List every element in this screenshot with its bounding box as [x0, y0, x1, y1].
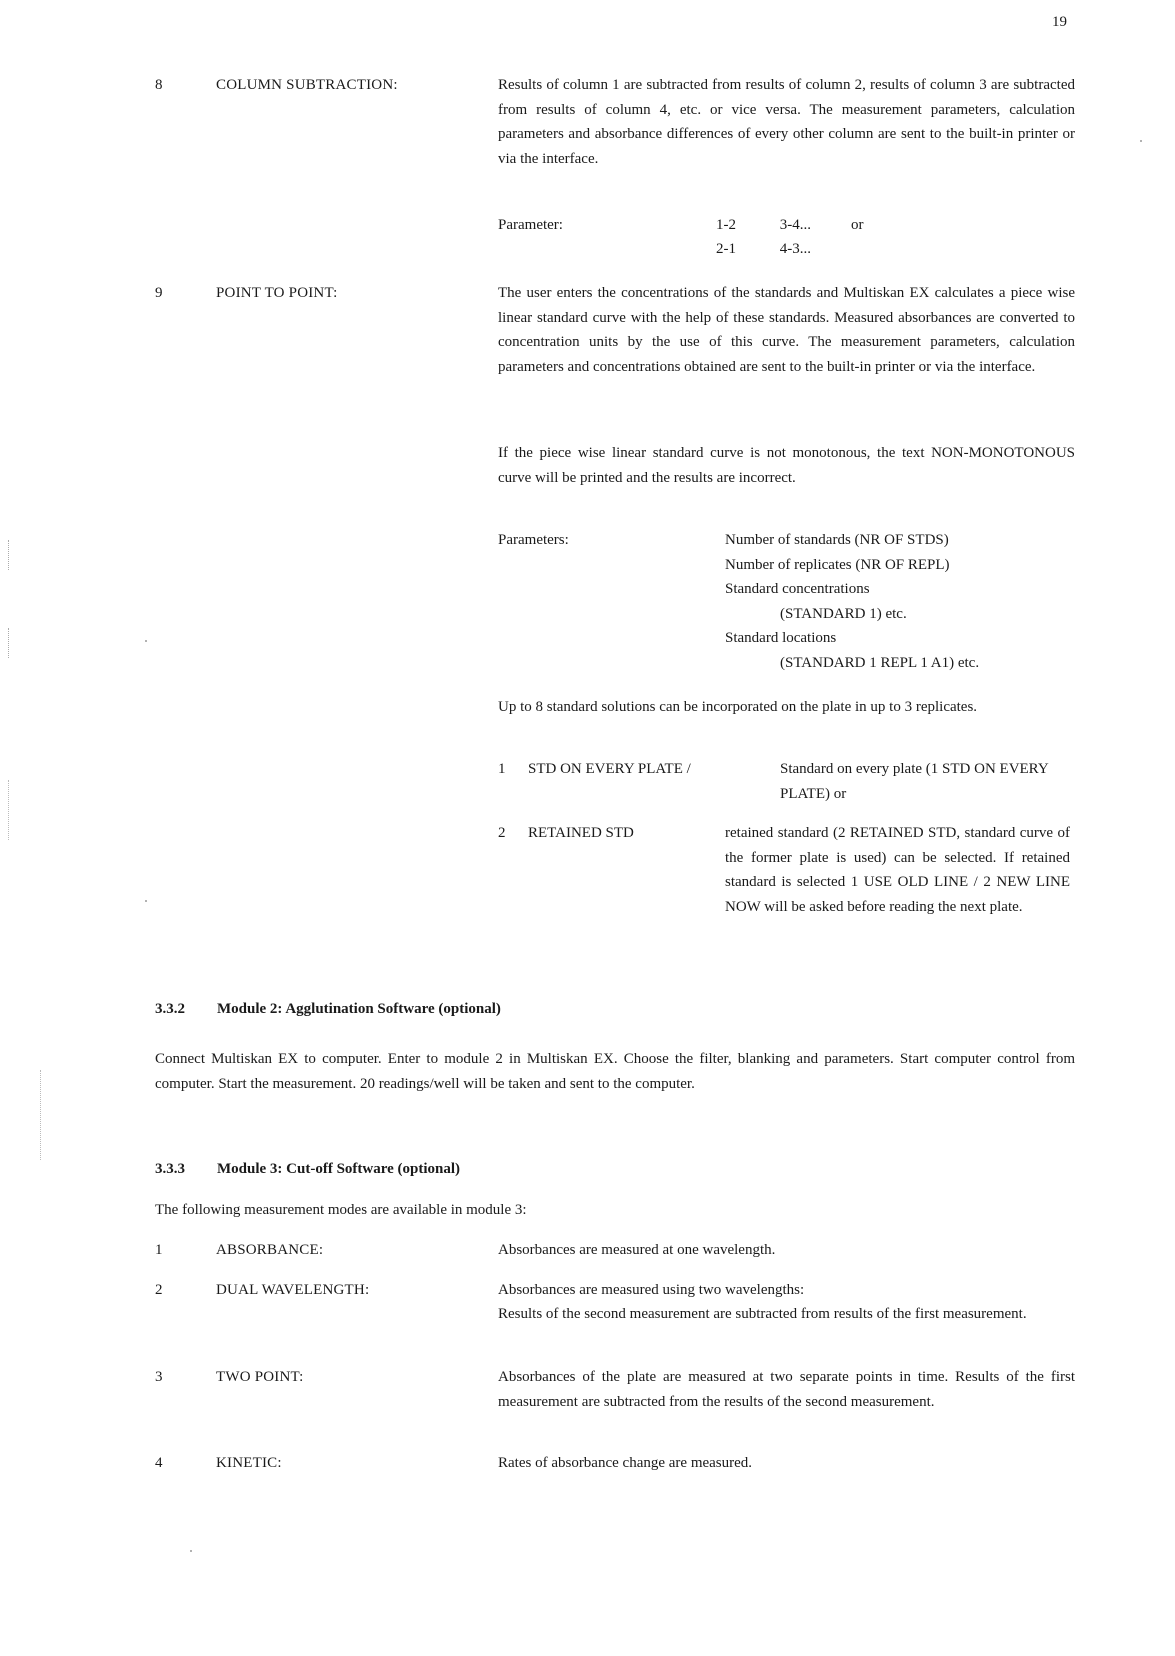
parameter-label: Parameter:	[498, 217, 563, 233]
item-number: 8	[155, 77, 163, 93]
parameter-or: or	[851, 217, 864, 233]
section-intro: The following measurement modes are available in module 3:	[155, 1202, 527, 1218]
option-label: STD ON EVERY PLATE /	[528, 761, 691, 777]
option-label: RETAINED STD	[528, 825, 634, 841]
parameter-row-2	[716, 237, 811, 262]
parameter-value: 3-4...	[779, 217, 811, 233]
scan-mark	[8, 780, 11, 840]
section-heading	[155, 1157, 460, 1182]
option-text: Standard on every plate (1 STD ON EVERY PLATE) or	[780, 761, 1049, 802]
parameters-list	[725, 528, 1085, 675]
parameter-item: (STANDARD 1 REPL 1 A1) etc.	[780, 654, 980, 671]
option-number: 1	[498, 761, 506, 777]
parameter-value: 1-2	[716, 217, 736, 233]
mode-number: 3	[155, 1369, 163, 1385]
mode-number: 4	[155, 1455, 163, 1471]
item-label: POINT TO POINT:	[216, 285, 338, 301]
mode-label: ABSORBANCE:	[216, 1242, 324, 1258]
scan-speck	[1140, 140, 1142, 142]
parameters-label: Parameters:	[498, 532, 569, 548]
mode-description: Absorbances are measured at one wavelength.	[498, 1242, 776, 1258]
parameter-item: Number of standards (NR OF STDS)	[725, 532, 949, 548]
scan-mark	[40, 1070, 43, 1160]
item-description: Results of column 1 are subtracted from results of column 2, results of column 3 are subtracted from results of column 4, etc. or vice versa. The measurement parameters, calculation parameters and absorbance differences of every other column are sent to the built-in printer or via the interface.	[498, 77, 1075, 167]
parameter-row-1	[716, 213, 811, 238]
mode-description: Rates of absorbance change are measured.	[498, 1455, 753, 1471]
item-description: Up to 8 standard solutions can be incorporated on the plate in up to 3 replicates.	[498, 699, 978, 715]
section-heading	[155, 997, 501, 1022]
section-title: Module 2: Agglutination Software (optional)	[217, 1001, 501, 1017]
mode-description: Absorbances are measured using two wavelengths:	[498, 1282, 805, 1298]
scan-mark	[8, 540, 11, 570]
parameter-item: Number of replicates (NR OF REPL)	[725, 556, 950, 573]
page-number: 19	[1052, 14, 1067, 30]
parameter-value: 2-1	[716, 241, 736, 257]
mode-description: Results of the second measurement are subtracted from results of the first measurement.	[498, 1306, 1027, 1322]
parameter-value: 4-3...	[779, 241, 811, 257]
item-description: If the piece wise linear standard curve is not monotonous, the text NON-MONOTONOUS curve will be printed and the results are incorrect.	[498, 445, 1075, 486]
scan-mark	[8, 628, 11, 658]
item-label: COLUMN SUBTRACTION:	[216, 77, 398, 93]
item-number: 9	[155, 285, 163, 301]
item-description: The user enters the concentrations of the standards and Multiskan EX calculates a piece wise linear standard curve with the help of these standards. Measured absorbances are converted to concentration units by the use of this curve. The measurement parameters, calculation parameters and concentrations obtained are sent to the built-in printer or via the interface.	[498, 285, 1075, 375]
option-text: retained standard (2 RETAINED STD, standard curve of the former plate is used) can be selected. If retained standard is selected 1 USE OLD LINE / 2 NEW LINE NOW will be asked before reading the next plate.	[725, 825, 1070, 915]
scan-speck	[145, 900, 147, 902]
parameter-item: Standard locations	[725, 630, 837, 646]
mode-number: 2	[155, 1282, 163, 1298]
section-paragraph: Connect Multiskan EX to computer. Enter to module 2 in Multiskan EX. Choose the filter, blanking and parameters. Start computer control from computer. Start the measurement. 20 readings/well will be taken and sent to the computer.	[155, 1051, 1075, 1092]
section-number: 3.3.3	[155, 1161, 185, 1177]
mode-label: TWO POINT:	[216, 1369, 304, 1385]
mode-number: 1	[155, 1242, 163, 1258]
scan-speck	[190, 1550, 192, 1552]
mode-label: KINETIC:	[216, 1455, 282, 1471]
mode-description: Absorbances of the plate are measured at two separate points in time. Results of the first measurement are subtracted from the results of the second measurement.	[498, 1369, 1075, 1410]
section-number: 3.3.2	[155, 1001, 185, 1017]
mode-label: DUAL WAVELENGTH:	[216, 1282, 370, 1298]
parameter-item: Standard concentrations	[725, 581, 870, 597]
section-title: Module 3: Cut-off Software (optional)	[217, 1161, 461, 1177]
scan-speck	[145, 640, 147, 642]
parameter-item: (STANDARD 1) etc.	[780, 605, 907, 622]
option-number: 2	[498, 825, 506, 841]
